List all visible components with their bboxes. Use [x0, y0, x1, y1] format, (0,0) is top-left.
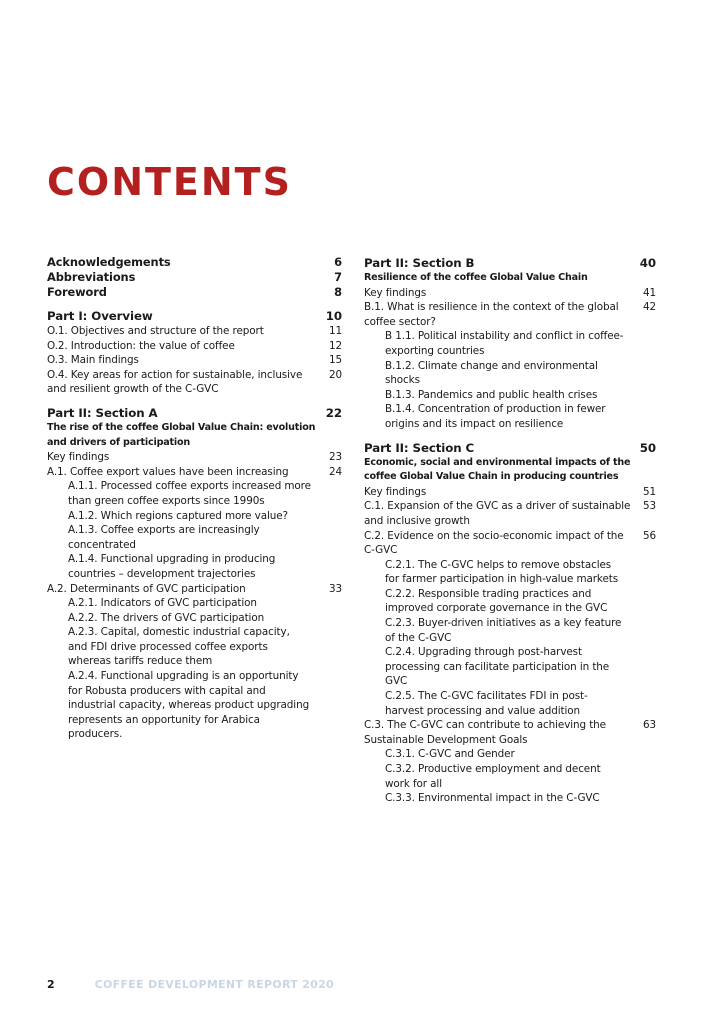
toc-entry[interactable] — [47, 582, 342, 597]
toc-entry-page: 50 — [639, 440, 656, 455]
toc-entry-title: A.2.4. Functional upgrading is an opportunity for Robusta producers with capital and industrial capacity, whereas product upgrading represents an opportunity for Arabica producers. — [68, 670, 310, 741]
toc-entry[interactable] — [47, 509, 342, 524]
toc-entry-title: C.2.1. The C-GVC helps to remove obstacles for farmer participation in high-value markets — [385, 558, 619, 586]
toc-entry-page: 33 — [328, 582, 342, 595]
toc-entry-page: 56 — [642, 529, 656, 542]
toc-entry-page: 6 — [334, 255, 342, 269]
toc-entry-title: A.1.3. Coffee exports are increasingly concentrated — [68, 524, 260, 551]
toc-entry-page: 40 — [639, 256, 656, 270]
toc-entry[interactable] — [364, 558, 656, 587]
toc-entry-title: A.2.3. Capital, domestic industrial capacity, and FDI drive processed coffee exports whereas tariffs reduce them — [68, 626, 290, 668]
toc-entry[interactable] — [364, 529, 656, 558]
toc-entry-title: C.2.3. Buyer-driven initiatives as a key feature of the C-GVC — [385, 617, 622, 644]
toc-section-heading[interactable] — [364, 440, 656, 456]
toc-entry-page: 23 — [328, 451, 342, 464]
toc-entry[interactable] — [364, 402, 656, 431]
toc-entry[interactable] — [47, 368, 342, 397]
toc-entry-title: C.2. Evidence on the socio-economic impact of the C-GVC — [364, 529, 624, 557]
toc-entry[interactable] — [47, 596, 342, 611]
toc-entry[interactable] — [47, 669, 342, 742]
toc-entry[interactable] — [364, 616, 656, 645]
toc-entry[interactable] — [364, 271, 656, 286]
toc-entry-page: 8 — [334, 285, 342, 299]
page-number: 2 — [47, 978, 55, 991]
toc-entry[interactable] — [47, 270, 342, 285]
toc-column-left — [47, 255, 342, 742]
toc-entry[interactable] — [364, 286, 656, 301]
toc-entry-title: O.4. Key areas for action for sustainable, inclusive and resilient growth of the C-GVC — [47, 368, 303, 396]
toc-entry-title: Economic, social and environmental impacts of the coffee Global Value Chain in producing countries — [364, 456, 631, 483]
toc-entry-page: 20 — [328, 368, 342, 381]
toc-entry[interactable] — [47, 353, 342, 368]
toc-entry[interactable] — [47, 465, 342, 480]
toc-entry-title: A.1.1. Processed coffee exports increased more than green coffee exports since 1990s — [68, 480, 311, 507]
toc-entry[interactable] — [364, 485, 656, 500]
toc-entry-title: C.3. The C-GVC can contribute to achieving the Sustainable Development Goals — [364, 719, 606, 746]
toc-entry[interactable] — [364, 456, 656, 485]
toc-entry-title: Part I: Overview — [47, 309, 153, 323]
toc-entry-title: B.1. What is resilience in the context of the global coffee sector? — [364, 301, 619, 328]
toc-entry-title: B.1.3. Pandemics and public health crises — [385, 388, 598, 401]
toc-entry[interactable] — [364, 645, 656, 689]
toc-entry-title: Acknowledgements — [47, 255, 171, 269]
toc-entry-title: A.2. Determinants of GVC participation — [47, 582, 246, 595]
running-title: COFFEE DEVELOPMENT REPORT 2020 — [94, 978, 334, 991]
toc-entry[interactable] — [364, 388, 656, 403]
toc-entry[interactable] — [364, 587, 656, 616]
toc-entry-title: Key findings — [364, 286, 427, 299]
toc-entry-page: 53 — [642, 500, 656, 513]
toc-section-heading[interactable] — [47, 308, 342, 324]
toc-entry-page: 41 — [642, 286, 656, 299]
toc-entry-page: 7 — [334, 270, 342, 284]
toc-entry-title: A.1. Coffee export values have been increasing — [47, 465, 289, 478]
toc-entry-title: Resilience of the coffee Global Value Chain — [364, 272, 588, 283]
toc-entry[interactable] — [364, 329, 656, 358]
toc-entry-title: A.1.4. Functional upgrading in producing countries – development trajectories — [68, 553, 276, 580]
toc-entry[interactable] — [364, 762, 656, 791]
toc-entry[interactable] — [47, 450, 342, 465]
toc-entry-title: C.3.2. Productive employment and decent work for all — [385, 763, 601, 790]
toc-entry-title: Key findings — [364, 485, 427, 498]
toc-entry-title: A.2.2. The drivers of GVC participation — [68, 611, 265, 624]
toc-entry-title: C.2.4. Upgrading through post-harvest processing can facilitate participation in the GVC — [385, 646, 610, 688]
toc-entry-title: Part II: Section A — [47, 405, 158, 420]
toc-entry[interactable] — [47, 339, 342, 354]
toc-entry[interactable] — [47, 324, 342, 339]
toc-entry-title: B.1.4. Concentration of production in fewer origins and its impact on resilience — [385, 403, 606, 430]
toc-entry-title: The rise of the coffee Global Value Chain: evolution and drivers of participation — [47, 421, 316, 448]
toc-entry[interactable] — [364, 300, 656, 329]
toc-entry-title: Part II: Section C — [364, 440, 475, 455]
toc-entry[interactable] — [47, 552, 342, 581]
toc-section-heading[interactable] — [47, 405, 342, 421]
toc-entry-page: 24 — [328, 465, 342, 478]
toc-entry-title: Key findings — [47, 451, 110, 464]
toc-entry-page: 51 — [642, 485, 656, 498]
toc-entry[interactable] — [364, 791, 656, 806]
toc-entry-title: O.1. Objectives and structure of the report — [47, 325, 264, 337]
toc-entry-title: C.1. Expansion of the GVC as a driver of sustainable and inclusive growth — [364, 500, 631, 527]
page-footer — [47, 978, 334, 992]
toc-entry[interactable] — [47, 421, 342, 450]
toc-entry-title: Foreword — [47, 285, 107, 299]
toc-entry-page: 10 — [325, 309, 342, 323]
toc-entry[interactable] — [364, 747, 656, 762]
toc-entry[interactable] — [364, 499, 656, 528]
toc-entry-title: B.1.2. Climate change and environmental shocks — [385, 359, 598, 387]
toc-entry-title: C.2.2. Responsible trading practices and improved corporate governance in the GVC — [385, 587, 608, 615]
toc-column-right — [364, 255, 656, 806]
toc-entry-title: A.1.2. Which regions captured more value? — [68, 509, 288, 522]
toc-entry-page: 42 — [642, 301, 656, 314]
toc-entry[interactable] — [47, 611, 342, 626]
toc-entry[interactable] — [47, 255, 342, 270]
toc-entry[interactable] — [47, 625, 342, 669]
toc-entry-page: 15 — [328, 354, 342, 367]
toc-entry-page: 11 — [328, 325, 342, 337]
toc-entry-title: C.3.3. Environmental impact in the C-GVC — [385, 792, 600, 805]
toc-entry[interactable] — [364, 359, 656, 388]
toc-entry-title: O.2. Introduction: the value of coffee — [47, 339, 235, 352]
toc-entry[interactable] — [364, 718, 656, 747]
page-title: CONTENTS — [47, 160, 292, 204]
toc-section-heading[interactable] — [364, 255, 656, 271]
toc-entry[interactable] — [47, 479, 342, 508]
toc-entry[interactable] — [47, 285, 342, 300]
toc-entry-title: C.3.1. C-GVC and Gender — [385, 748, 515, 761]
toc-entry-title: A.2.1. Indicators of GVC participation — [68, 597, 257, 610]
toc-entry-page: 12 — [328, 339, 342, 352]
toc-entry-page: 63 — [642, 719, 656, 732]
toc-entry-title: C.2.5. The C-GVC facilitates FDI in post-harvest processing and value addition — [385, 690, 588, 717]
toc-entry-title: Part II: Section B — [364, 256, 475, 270]
toc-entry-title: Abbreviations — [47, 270, 136, 284]
toc-entry-title: B 1.1. Political instability and conflict in coffee-exporting countries — [385, 330, 624, 357]
toc-entry[interactable] — [47, 523, 342, 552]
toc-entry-page: 22 — [325, 405, 342, 420]
toc-entry[interactable] — [364, 689, 656, 718]
toc-entry-title: O.3. Main findings — [47, 354, 139, 367]
